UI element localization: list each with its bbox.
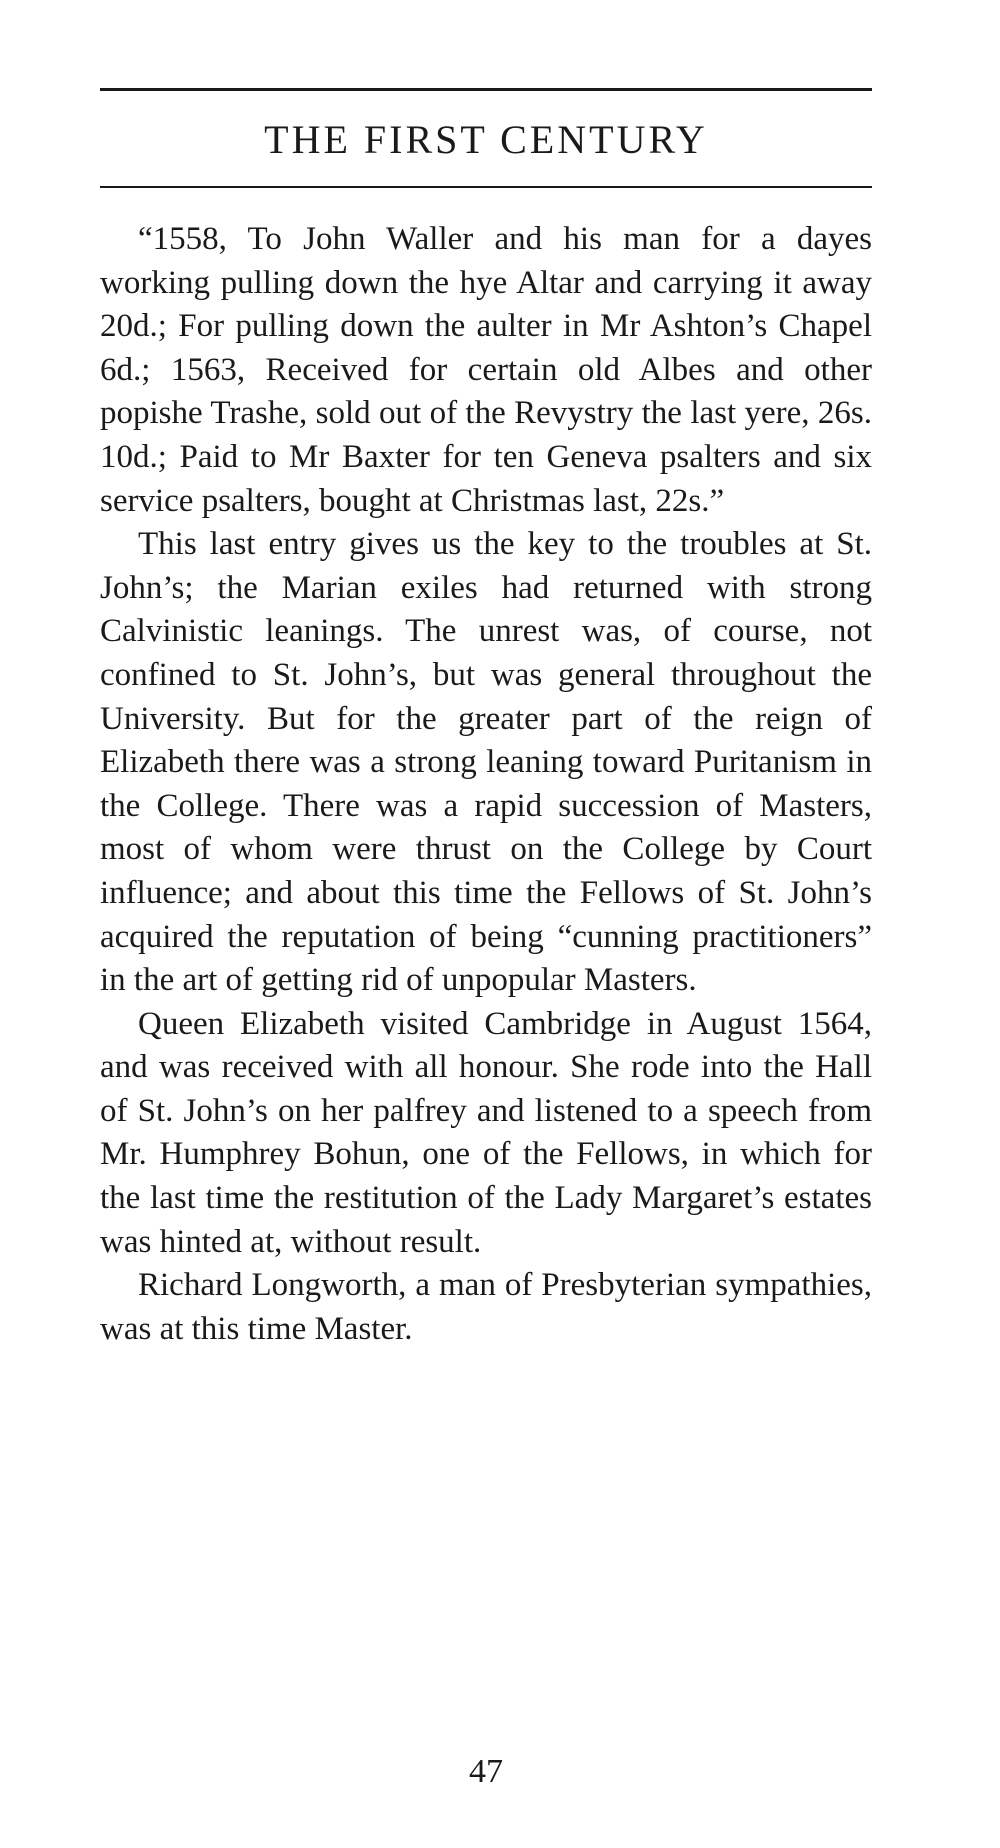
paragraph-queen-visit: Queen Elizabeth visited Cambridge in August 1564, and was received with all honour. She rode into the Hall of St. John’s on her palfrey and listened to a speech from Mr. Humphrey Bohun, one of the Fellows, in which for the last time the restitution of the Lady Margaret’s estates was hinted at, without result. <box>100 1005 872 1260</box>
running-head: THE FIRST CENTURY <box>264 117 708 162</box>
header-bottom-rule <box>100 186 872 188</box>
paragraph-quotation: “1558, To John Waller and his man for a dayes working pulling down the hye Altar and carrying it away 20d.; For pulling down the aulter in Mr Ashton’s Chapel 6d.; 1563, Received for certain old Albes and other popishe Trashe, sold out of the Revystry the last yere, 26s. 10d.; Paid to Mr Baxter for ten Geneva psalters and six service psalters, bought at Christmas last, 22s.” <box>100 221 872 519</box>
body-text <box>100 218 872 1351</box>
paragraph-puritanism: This last entry gives us the key to the troubles at St. John’s; the Marian exiles had returned with strong Calvinistic leanings. The unrest was, of course, not confined to St. John’s, but was general throughout the University. But for the greater part of the reign of Elizabeth there was a strong leaning toward Puritanism in the College. There was a rapid succession of Masters, most of whom were thrust on the College by Court influence; and about this time the Fellows of St. John’s acquired the reputation of being “cunning practitioners” in the art of getting rid of unpopular Masters. <box>100 526 872 999</box>
paragraph-longworth: Richard Longworth, a man of Presbyterian sympathies, was at this time Master. <box>100 1267 872 1347</box>
page-number: 47 <box>469 1753 503 1790</box>
header-top-rule <box>100 88 872 91</box>
book-page <box>100 0 872 1848</box>
